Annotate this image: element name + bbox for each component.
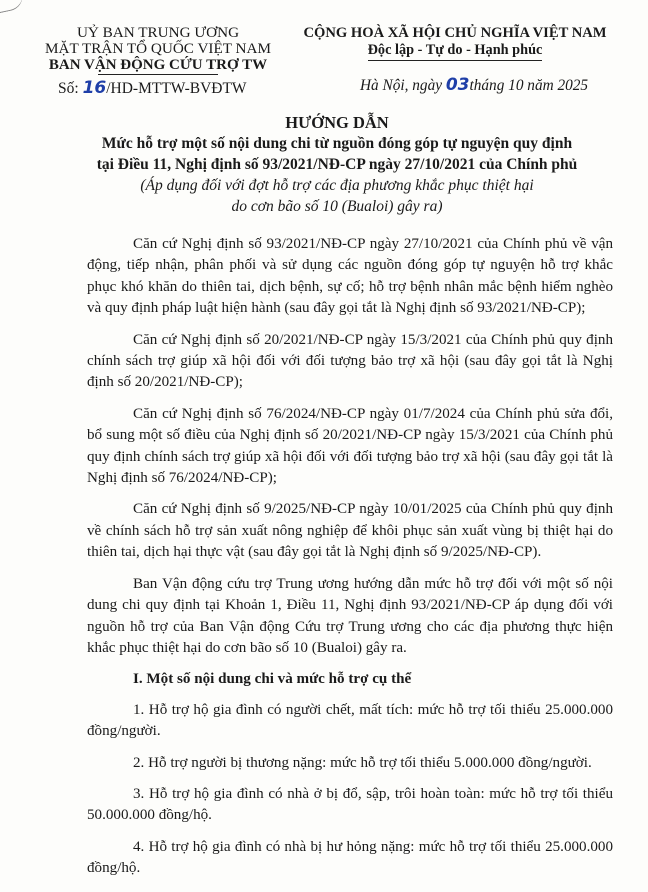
issuing-agency-header xyxy=(38,25,278,75)
agency-line-3: BAN VẬN ĐỘNG CỨU TRỢ TW xyxy=(48,57,268,73)
guidance-intro-paragraph: Ban Vận động cứu trợ Trung ương hướng dẫn mức hỗ trợ đối với một số nội dung chi quy định tại Khoản 1, Điều 11, Nghị định 93/2021/NĐ-CP áp dụng đối với nguồn hỗ trợ của Ban Vận động Cứu trợ Trung ương cho các địa phương thực hiện khắc phục thiệt hại do cơn bão số 10 (Bualoi) gây ra. xyxy=(87,575,613,656)
document-title: HƯỚNG DẪN xyxy=(285,113,389,132)
agency-line-2: MẶT TRẬN TỔ QUỐC VIỆT NAM xyxy=(44,40,271,57)
legal-basis-paragraph: Căn cứ Nghị định số 9/2025/NĐ-CP ngày 10/01/2025 của Chính phủ quy định về chính sách hỗ trợ sản xuất nông nghiệp để khôi phục sản xuất vùng bị thiệt hại do thiên tai, dịch hại thực vật (sau đây gọi tắt là Nghị định số 9/2025/NĐ-CP). xyxy=(87,501,613,561)
support-item: 1. Hỗ trợ hộ gia đình có người chết, mất tích: mức hỗ trợ tối thiểu 25.000.000 đồng/người. xyxy=(87,701,613,740)
support-item: 2. Hỗ trợ người bị thương nặng: mức hỗ trợ tối thiểu 5.000.000 đồng/người. xyxy=(133,754,592,771)
document-title-block xyxy=(70,113,604,217)
document-scope-line-1: (Áp dụng đối với đợt hỗ trợ các địa phương khắc phục thiệt hại xyxy=(140,177,534,194)
document-number xyxy=(58,78,247,98)
agency-underline xyxy=(98,74,218,75)
document-number-handwritten: 16 xyxy=(82,78,107,98)
document-scope-line-2: do cơn bão số 10 (Bualoi) gây ra) xyxy=(231,198,443,215)
date-prefix: Hà Nội, ngày xyxy=(360,77,446,94)
document-subtitle-line-2: tại Điều 11, Nghị định số 93/2021/NĐ-CP ngày 27/10/2021 của Chính phủ xyxy=(96,156,578,173)
scan-corner-mark xyxy=(0,0,25,14)
legal-basis-paragraph: Căn cứ Nghị định số 20/2021/NĐ-CP ngày 15/3/2021 của Chính phủ quy định chính sách trợ giúp xã hội đối với đối tượng bảo trợ xã hội (sau đây gọi tắt là Nghị định số 20/2021/NĐ-CP); xyxy=(87,331,613,391)
document-number-suffix: /HD-MTTW-BVĐTW xyxy=(106,80,247,97)
date-day-handwritten: 03 xyxy=(445,75,470,95)
section-heading: I. Một số nội dung chi và mức hỗ trợ cụ thể xyxy=(133,671,412,688)
agency-line-1: UỶ BAN TRUNG ƯƠNG xyxy=(76,24,240,41)
legal-basis-paragraph: Căn cứ Nghị định số 93/2021/NĐ-CP ngày 27/10/2021 của Chính phủ về vận động, tiếp nhận, phân phối và sử dụng các nguồn đóng góp tự nguyện hỗ trợ khắc phục khó khăn do thiên tai, dịch bệnh, sự cố; hỗ trợ bệnh nhân mắc bệnh hiểm nghèo và quy định pháp luật hiện hành (sau đây gọi tắt là Nghị định số 93/2021/NĐ-CP); xyxy=(87,236,613,317)
date-suffix: tháng 10 năm 2025 xyxy=(469,77,589,94)
national-header xyxy=(300,25,610,61)
support-item: 4. Hỗ trợ hộ gia đình có nhà bị hư hỏng nặng: mức hỗ trợ tối thiểu 25.000.000 đồng/hộ. xyxy=(87,838,613,877)
legal-basis-paragraph: Căn cứ Nghị định số 76/2024/NĐ-CP ngày 01/7/2024 của Chính phủ sửa đổi, bổ sung một số điều của Nghị định số 20/2021/NĐ-CP ngày 15/3/2021 của Chính phủ quy định chính sách trợ giúp xã hội đối với đối tượng bảo trợ xã hội (sau đây gọi tắt là Nghị định số 76/2024/NĐ-CP); xyxy=(87,405,613,487)
document-number-prefix: Số: xyxy=(58,80,83,97)
country-name: CỘNG HOÀ XÃ HỘI CHỦ NGHĨA VIỆT NAM xyxy=(303,25,607,41)
document-body xyxy=(87,234,613,890)
issue-date xyxy=(360,75,588,95)
support-item: 3. Hỗ trợ hộ gia đình có nhà ở bị đổ, sập, trôi hoàn toàn: mức hỗ trợ tối thiểu 50.000.000 đồng/hộ. xyxy=(87,785,613,824)
national-motto: Độc lập - Tự do - Hạnh phúc xyxy=(368,42,543,61)
document-subtitle-line-1: Mức hỗ trợ một số nội dung chi từ nguồn đóng góp tự nguyện quy định xyxy=(101,135,573,152)
